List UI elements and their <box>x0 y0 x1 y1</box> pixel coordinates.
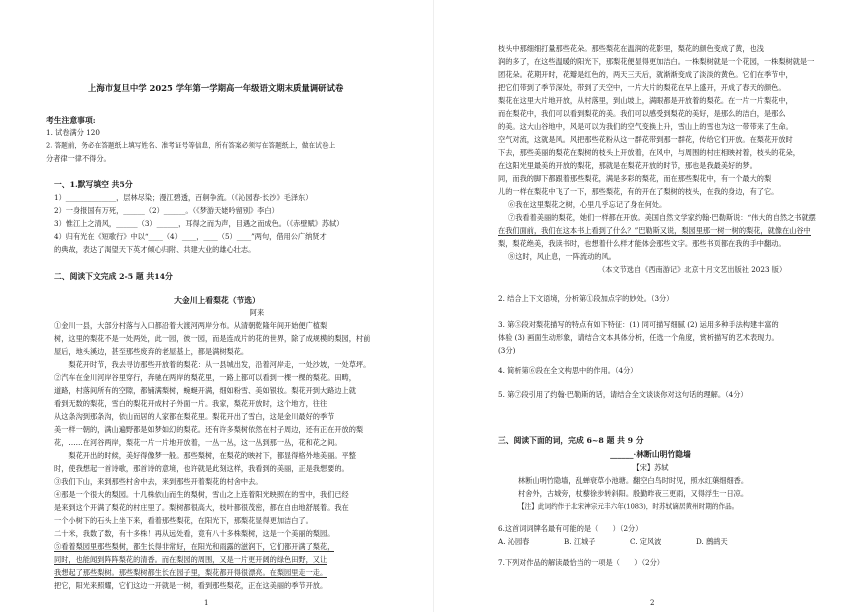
passage-line-underlined: 同时，也能闻到阵阵梨花的清香。而在梨园的周围，又是一片更开阔的绿色田野，又让 <box>54 555 328 564</box>
fill-blank-3: 3）惟江上之清风，______（3）______，耳得之而为声，目遇之而成色。（《赤壁赋》苏轼） <box>54 219 344 228</box>
passage-line: 看到无数的梨花，雪白的梨花开成村子外面一片。我家，梨花开放时，这个地方，往往 <box>54 399 328 408</box>
fill-blank-4: 4）归有光在《短歌行》中以“____（4）____，____（5）____”两句，借用公广纳贤才 <box>54 232 327 241</box>
poem-line-1: 林断山明竹隐墙，乱蝉衰草小池塘。翻空白鸟时时见，照水红蕖细细香。 <box>518 476 749 485</box>
section-2-heading: 二、阅读下文完成 2-5 题 共14分 <box>54 272 173 281</box>
q6-option-c: C. 定风波 <box>630 537 662 546</box>
passage-line: 二十米，我数了数，有十多株！再从远处看，竟有八十多株梨树，这是一个美丽的梨园。 <box>54 529 335 538</box>
notes-heading: 考生注意事项: <box>46 116 96 125</box>
passage-line: 美一样一朝的，满山遍野都是如梦如幻的梨花。还有许多梨树依然在村子周边，还有正在开放的梨 <box>54 425 364 434</box>
passage-line: 的美。这大山谷地中，风是可以为我们的空气变换上升，雪山上的雪也为这一带带来了生命。 <box>498 122 793 131</box>
passage-line: 把它，阳光来照耀，它们这边一开就是一树，看到那些梨花，正在这美丽的季节开放。 <box>54 581 328 590</box>
passage-line: ③我们下山，来到那些村舍中去，来到那些开着梨花的村舍中去。 <box>54 477 263 486</box>
passage-line: 梨，梨花绝美，我读书时，也想着什么样才能体会那些文字。那些书页都在我的手中翻动。 <box>498 239 786 248</box>
poem-line-2: 村舍外，古城旁，杖藜徐步转斜阳。殷勤昨夜三更雨，又得浮生一日凉。 <box>518 489 749 498</box>
exam-title: 上海市复旦中学 2025 学年第一学期高一年级语文期末质量调研试卷 <box>88 83 344 93</box>
question-7: 7.下列对作品的解读最恰当的一项是（ ）（2分） <box>498 558 664 567</box>
q6-option-a: A. 沁园春 <box>498 537 530 546</box>
passage-line: ④那是一个很大的梨园。十几株依山而生的梨树，雪山之上连着阳光映照在的雪中，我们已经 <box>54 490 349 499</box>
question-2: 2. 结合上下文语境，分析第①段加点字的妙处。（3分） <box>498 294 674 303</box>
passage-line: ⑧这时，风止息，一阵流动的风。 <box>508 252 616 261</box>
passage-line: 是来到这个开满了梨花的村庄里了。梨树都很高大，枝叶都很茂密，都在自由地舒展着。我在 <box>54 503 349 512</box>
passage-author: 阿来 <box>249 308 265 317</box>
q6-option-d: D. 鹧鸪天 <box>696 537 728 546</box>
note-line: 分者律一律不得分。 <box>46 154 111 163</box>
passage-line: 梨花开出的时候，美好得像梦一般。那些梨树，在梨花的映衬下，都显得格外地美丽。平整 <box>54 451 356 460</box>
passage-line: 儿的一样在梨花中飞了一下，那些梨花，有的开在了梨树的枝头，在我的身边，有了它。 <box>498 187 779 196</box>
section-3-heading: 三、阅读下面的词，完成 6~8 题 共 9 分 <box>498 436 644 445</box>
passage-line-underlined: 在我们面前，我们在这本书上看到了什么？”巴勒斯又说，梨园里那一树一树的梨花，就像在山谷中 <box>498 226 811 235</box>
passage-line: ②汽车在金川河岸谷里穿行，奔驰在两岸的梨花里，一路上都可以看到一棵一棵的梨花。田畴， <box>54 373 356 382</box>
question-3: 3. 第⑤段对梨花描写的特点有如下特征：(1) 同可描写细腻 (2) 运用多种手法构建丰富的 <box>498 320 779 329</box>
passage-line: 润的多了，在这些温暖的阳光下，那梨花便显得更加洁白。一株梨树就是一个花园，一株梨树就是一 <box>498 57 815 66</box>
passage-line: 在这阳光里最美的开放的梨花，那就是在梨花开放的时节，那也是我最美好的梦。 <box>498 161 757 170</box>
passage-line-underlined: 我想起了那些梨树。那些梨树都生长在园子里，梨花都开得很漂亮。在梨园里走一走。 <box>54 568 328 577</box>
q6-option-b: B. 江城子 <box>564 537 596 546</box>
section-1-heading: 一、1.默写填空 共5分 <box>54 180 133 189</box>
question-3-score: (3分) <box>498 346 516 355</box>
passage-line: 花，……在河谷两岸，梨花一片一片地开放着，一丛一丛，这一丛到那一丛，花和花之间。 <box>54 438 342 447</box>
passage-title: 大金川上看梨花（节选） <box>174 296 260 305</box>
passage-line: 枝头中那细细打量那些花朵。那些梨花在温润的花影里，梨花的颜色变成了黄，也浅 <box>498 44 764 53</box>
question-3-cont: 体验 (3) 画面生动形象，请结合文本具体分析，任选一个角度，赏析描写的艺术表现力。 <box>498 333 779 342</box>
passage-line: 一个小树下的石头上坐下来，看着那些梨花，在阳光下，那梨花显得更加洁白了。 <box>54 516 313 525</box>
passage-line: 树，这里的梨花不是一处两处，此一园，彼一园，而是连成片的花的世界，除了成规模的梨园，村前 <box>54 334 371 343</box>
passage-line: 屋后，地头溪边，甚至那些废弃的老屋基上，都是满树梨花。 <box>54 347 249 356</box>
note-line: 2. 答题前，务必在答题纸上填写姓名、准考证号等信息，所有答案必须写在答题纸上，做在试卷上 <box>46 141 336 150</box>
fill-blank-4-cont: 的典故，表达了渴望天下英才倾心归附、共建大业的雄心壮志。 <box>54 245 256 254</box>
passage-line: 下去，那些美丽的梨花在梨树的枝头上开放着，在风中，与周围的村庄相映衬着，枝头的花朵， <box>498 148 800 157</box>
passage-line: 而在梨花中，我们可以看到梨花的美。我们可以感受到梨花的美好，是那么的洁白，是那么 <box>498 109 786 118</box>
passage-line: 空气对流，这就是风。风把那些花粉从这一群花带到那一群花，传给它们开放。在梨花开放时 <box>498 135 793 144</box>
passage-line: 团花朵。花期开时，花瓣是红色的，两天三天后，就渐渐变成了淡淡的黄色。它们在季节中， <box>498 70 793 79</box>
passage-line: 时，使我想起一首诗歌，那首诗的意境，也许就是此刻这样，我看到的美丽，正是我想要的。 <box>54 464 349 473</box>
fill-blank-2: 2）一身报国有万死，______（2）______。（《梦游天姥吟留别》李白） <box>54 206 279 215</box>
passage-line: 道路，村落间所有的空隙，都铺满梨树，蜿蜒开满，细如粉雪、美如银妆。梨花开到大路边上就 <box>54 386 356 395</box>
page-number: 1 <box>204 599 209 607</box>
passage-line: ①金川一县，大部分村落与入口都沿着大渡河两岸分布。从清朝乾隆年间开始便广植梨 <box>54 321 328 330</box>
question-5: 5. 第⑦段引用了约翰·巴勒斯的话，请结合全文谈谈你对这句话的理解。（4分） <box>498 390 748 399</box>
passage-line: 同，而我的脚下都跟着那些梨花，满是多彩的梨花，而在那些梨花中，有一个最大的梨 <box>498 174 772 183</box>
passage-line: ⑥我在这里梨花之树，心里几乎忘记了身在何处。 <box>508 200 667 209</box>
passage-line: ⑦我看着美丽的梨花，她们一样都在开放。美国自然文学家约翰·巴勒斯说：“伟大的自然之书就摆 <box>508 213 816 222</box>
question-4: 4. 简析第⑥段在全文构思中的作用。（4分） <box>498 366 638 375</box>
poem-note: 【注】此词约作于北宋神宗元丰六年(1083)，时苏轼谪居黄州时期的作品。 <box>518 502 739 511</box>
passage-line: 梨花在这里大片地开放，从村落里，到山坡上，满眼都是开放着的梨花。在一片一片梨花中， <box>498 96 793 105</box>
poem-author: 【宋】苏轼 <box>632 463 669 472</box>
passage-source: （本文节选自《西南游记》北京十月文艺出版社 2023 版） <box>598 265 787 274</box>
passage-line: 梨花开时节，我去寻访那些开放着的梨花：从一县城出发，沿着河岸走，一处沙坡，一处草坪。 <box>54 360 371 369</box>
page-number: 2 <box>650 599 655 607</box>
exam-page-2 <box>434 0 867 612</box>
fill-blank-1: 1）______________，层林尽染；漫江碧透，百舸争流。（《沁园春·长沙》毛泽东） <box>54 193 313 202</box>
passage-line: 把它们带到了季节深处，带到了天空中，一片大片的梨花在早上盛开，开成了春天的颜色。 <box>498 83 786 92</box>
poem-title: ______·林断山明竹隐墙 <box>610 450 691 459</box>
passage-line-underlined: ⑤看着梨园里那些梨树，都生长得非常好，在阳光和雨露的滋润下，它们都开满了梨花， <box>54 542 335 551</box>
note-line: 1. 试卷满分 120 <box>46 128 100 137</box>
question-6: 6.这首词词牌名最有可能的是（ ）（2分） <box>498 524 643 533</box>
passage-line: 从这条沟到那条沟，依山而居的人家都在梨花里。梨花开出了雪白，这是金川最好的季节 <box>54 412 335 421</box>
